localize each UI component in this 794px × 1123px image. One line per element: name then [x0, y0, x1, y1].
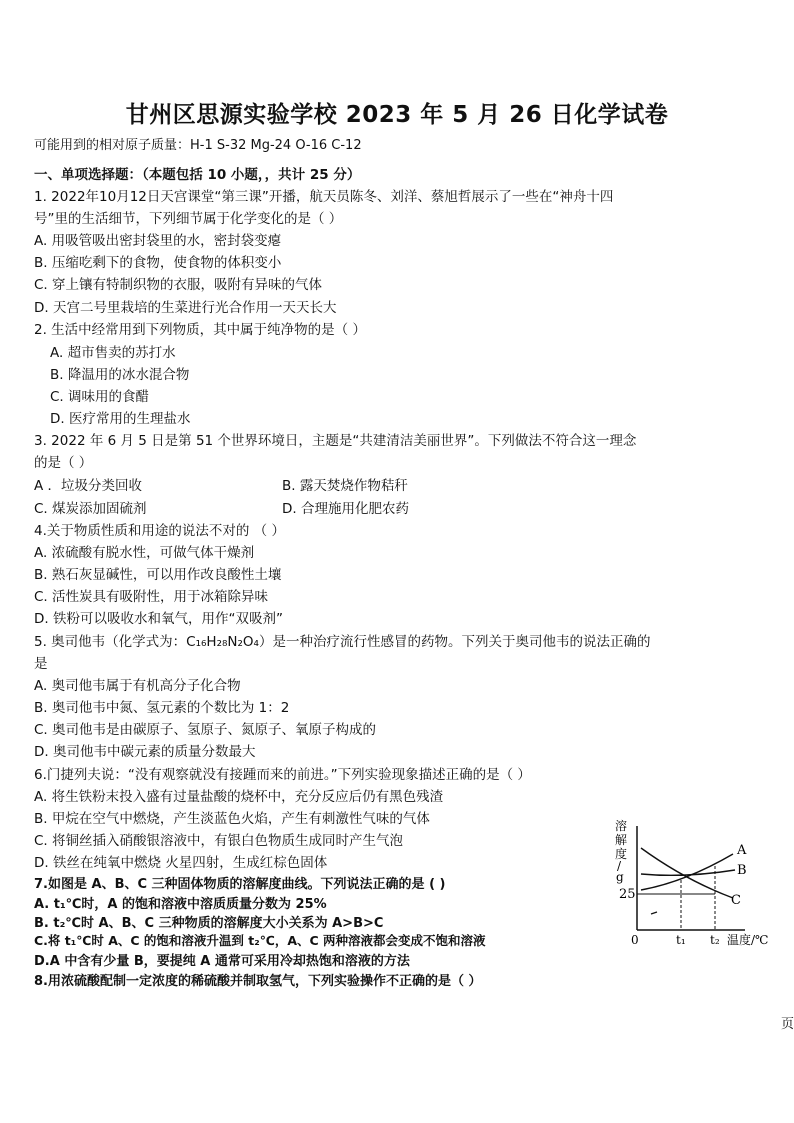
q1-stem-line1: 1. 2022年10月12日天宫课堂“第三课”开播，航天员陈冬、刘洋、蔡旭哲展示了一些在“神舟十四 [34, 189, 614, 205]
label-b: B [737, 863, 747, 878]
q4-option-d: D. 铁粉可以吸收水和氧气，用作“双吸剂” [34, 611, 283, 627]
y-label-char: g [616, 870, 624, 884]
label-a: A [737, 843, 747, 858]
q4-option-c: C. 活性炭具有吸附性，用于冰箱除异味 [34, 589, 269, 605]
q1-option-a: A. 用吸管吸出密封袋里的水，密封袋变瘪 [34, 233, 282, 249]
page-mark: 页 [780, 1017, 794, 1032]
q3-stem-line2: 的是（ ） [34, 455, 93, 471]
q7-option-d: D.A 中含有少量 B，要提纯 A 通常可采用冷却热饱和溶液的方法 [34, 954, 410, 969]
q3-option-c: C. 煤炭添加固硫剂 [34, 501, 147, 517]
q4-option-b: B. 熟石灰显碱性，可以用作改良酸性土壤 [34, 567, 282, 583]
q5-stem-line1: 5. 奥司他韦（化学式为：C₁₆H₂₈N₂O₄）是一种治疗流行性感冒的药物。下列关于奥司他韦的说法正确的 [34, 634, 651, 650]
q5-option-a: A. 奥司他韦属于有机高分子化合物 [34, 678, 241, 694]
t2-label: t₂ [710, 933, 720, 947]
section-heading: 一、单项选择题：（本题包括 10 小题，，共计 25 分） [34, 167, 361, 183]
q5-stem-line2: 是 [34, 656, 48, 672]
q1-option-d: D. 天宫二号里栽培的生菜进行光合作用一天天长大 [34, 300, 337, 316]
q2-option-b: B. 降温用的冰水混合物 [50, 367, 190, 383]
q2-option-d: D. 医疗常用的生理盐水 [50, 411, 191, 427]
q7-option-a: A. t₁℃时，A 的饱和溶液中溶质质量分数为 25% [34, 897, 327, 912]
label-c: C [731, 893, 741, 908]
y-label-char: / [617, 859, 622, 873]
q3-option-b: B. 露天焚烧作物秸秆 [282, 478, 408, 494]
curve-c [641, 848, 733, 898]
q3-option-a: A ．垃圾分类回收 [34, 478, 143, 494]
origin-label: 0 [631, 933, 639, 947]
q8-stem: 8.用浓硫酸配制一定浓度的稀硫酸并制取氢气，下列实验操作不正确的是（ ） [34, 974, 482, 989]
y-tick-25: 25 [619, 887, 636, 902]
q4-stem: 4.关于物质性质和用途的说法不对的 （ ） [34, 523, 285, 539]
q1-stem-line2: 号”里的生活细节，下列细节属于化学变化的是（ ） [34, 211, 343, 227]
q3-stem-line1: 3. 2022 年 6 月 5 日是第 51 个世界环境日，主题是“共建清洁美丽世界”。下列做法不符合这一理念 [34, 433, 637, 449]
q7-stem: 7.如图是 A、B、C 三种固体物质的溶解度曲线。下列说法正确的是 ( ) [34, 877, 446, 892]
q6-option-a: A. 将生铁粉末投入盛有过量盐酸的烧杯中，充分反应后仍有黑色残渣 [34, 789, 444, 805]
q6-option-c: C. 将铜丝插入硝酸银溶液中，有银白色物质生成同时产生气泡 [34, 833, 404, 849]
q6-option-d: D. 铁丝在纯氧中燃烧 火星四射，生成红棕色固体 [34, 855, 328, 871]
q1-option-b: B. 压缩吃剩下的食物，使食物的体积变小 [34, 255, 282, 271]
y-label-char: 溶 [615, 819, 628, 833]
mark [651, 912, 657, 914]
y-label-char: 解 [615, 833, 628, 847]
exam-title: 甘州区思源实验学校 2023 年 5 月 26 日化学试卷 [125, 102, 669, 128]
curve-b [641, 870, 735, 875]
t1-label: t₁ [676, 933, 686, 947]
q5-option-c: C. 奥司他韦是由碳原子、氢原子、氮原子、氧原子构成的 [34, 722, 377, 738]
q1-option-c: C. 穿上镶有特制织物的衣服，吸附有异味的气体 [34, 277, 323, 293]
q2-option-a: A. 超市售卖的苏打水 [50, 345, 176, 361]
q2-option-c: C. 调味用的食醋 [50, 389, 150, 405]
y-label-char: 度 [615, 847, 628, 861]
q6-option-b: B. 甲烷在空气中燃烧，产生淡蓝色火焰，产生有刺激性气味的气体 [34, 811, 430, 827]
q2-stem: 2. 生活中经常用到下列物质，其中属于纯净物的是（ ） [34, 322, 366, 338]
q4-option-a: A. 浓硫酸有脱水性，可做气体干燥剂 [34, 545, 255, 561]
atomic-masses: 可能用到的相对原子质量：H-1 S-32 Mg-24 O-16 C-12 [34, 138, 362, 153]
q6-stem: 6.门捷列夫说：“没有观察就没有接踵而来的前进。”下列实验现象描述正确的是（ ） [34, 767, 531, 783]
q5-option-b: B. 奥司他韦中氮、氢元素的个数比为 1：2 [34, 700, 290, 716]
x-axis-label: 温度/℃ [727, 933, 769, 947]
q3-option-d: D. 合理施用化肥农药 [282, 501, 409, 517]
q7-option-b: B. t₂℃时 A、B、C 三种物质的溶解度大小关系为 A>B>C [34, 916, 384, 931]
q5-option-d: D. 奥司他韦中碳元素的质量分数最大 [34, 744, 256, 760]
q7-option-c: C.将 t₁℃时 A、C 的饱和溶液升温到 t₂℃，A、C 两种溶液都会变成不饱和溶液 [34, 933, 486, 948]
solubility-curve-graph [605, 818, 785, 948]
